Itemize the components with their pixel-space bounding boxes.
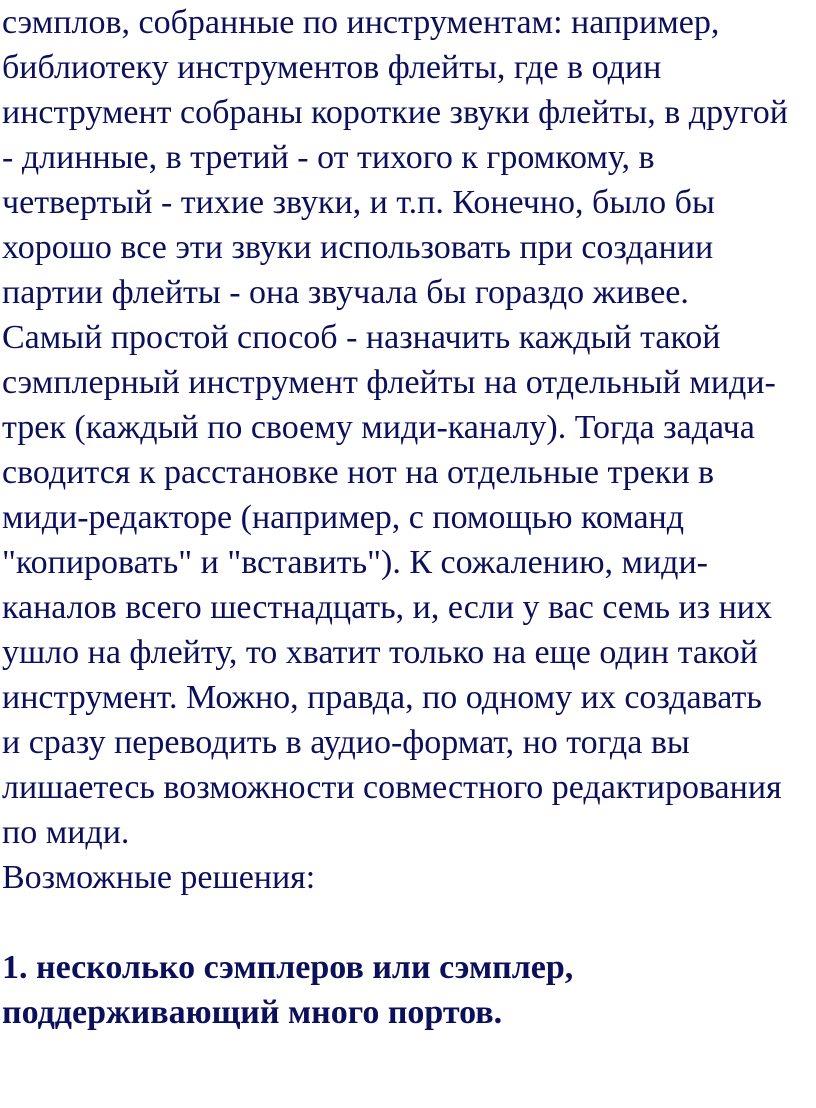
text-line: партии флейты - она звучала бы гораздо живее. xyxy=(2,274,689,311)
text-line: каналов всего шестнадцать, и, если у вас семь из них xyxy=(2,589,772,626)
body-paragraph xyxy=(2,0,814,855)
text-line: "копировать" и "вставить"). К сожалению, миди- xyxy=(2,544,708,581)
text-line: четвертый - тихие звуки, и т.п. Конечно, было бы xyxy=(2,184,715,221)
text-line: сэмплерный инструмент флейты на отдельный миди- xyxy=(2,364,776,401)
text-line: инструмент. Можно, правда, по одному их создавать xyxy=(2,679,762,716)
text-line: и сразу переводить в аудио-формат, но тогда вы xyxy=(2,724,690,761)
text-line: инструмент собраны короткие звуки флейты, в другой xyxy=(2,94,788,131)
lead-text: Возможные решения: xyxy=(2,859,316,896)
document-page xyxy=(2,0,814,1035)
blank-line xyxy=(2,900,814,945)
text-line: библиотеку инструментов флейты, где в один xyxy=(2,49,662,86)
text-line: сводится к расстановке нот на отдельные треки в xyxy=(2,454,715,491)
heading-line: 1. несколько сэмплеров или сэмплер, xyxy=(2,949,574,986)
text-line: по миди. xyxy=(2,814,130,851)
section-heading xyxy=(2,945,814,1035)
text-line: Самый простой способ - назначить каждый такой xyxy=(2,319,721,356)
text-line: хорошо все эти звуки использовать при создании xyxy=(2,229,714,266)
text-line: ушло на флейту, то хватит только на еще один такой xyxy=(2,634,758,671)
text-line: сэмплов, собранные по инструментам: например, xyxy=(2,4,720,41)
text-line: - длинные, в третий - от тихого к громкому, в xyxy=(2,139,655,176)
text-line: трек (каждый по своему миди-каналу). Тогда задача xyxy=(2,409,755,446)
heading-line: поддерживающий много портов. xyxy=(2,994,503,1031)
text-line: миди-редакторе (например, с помощью команд xyxy=(2,499,685,536)
text-line: лишаетесь возможности совместного редактирования xyxy=(2,769,782,806)
lead-paragraph xyxy=(2,855,814,900)
